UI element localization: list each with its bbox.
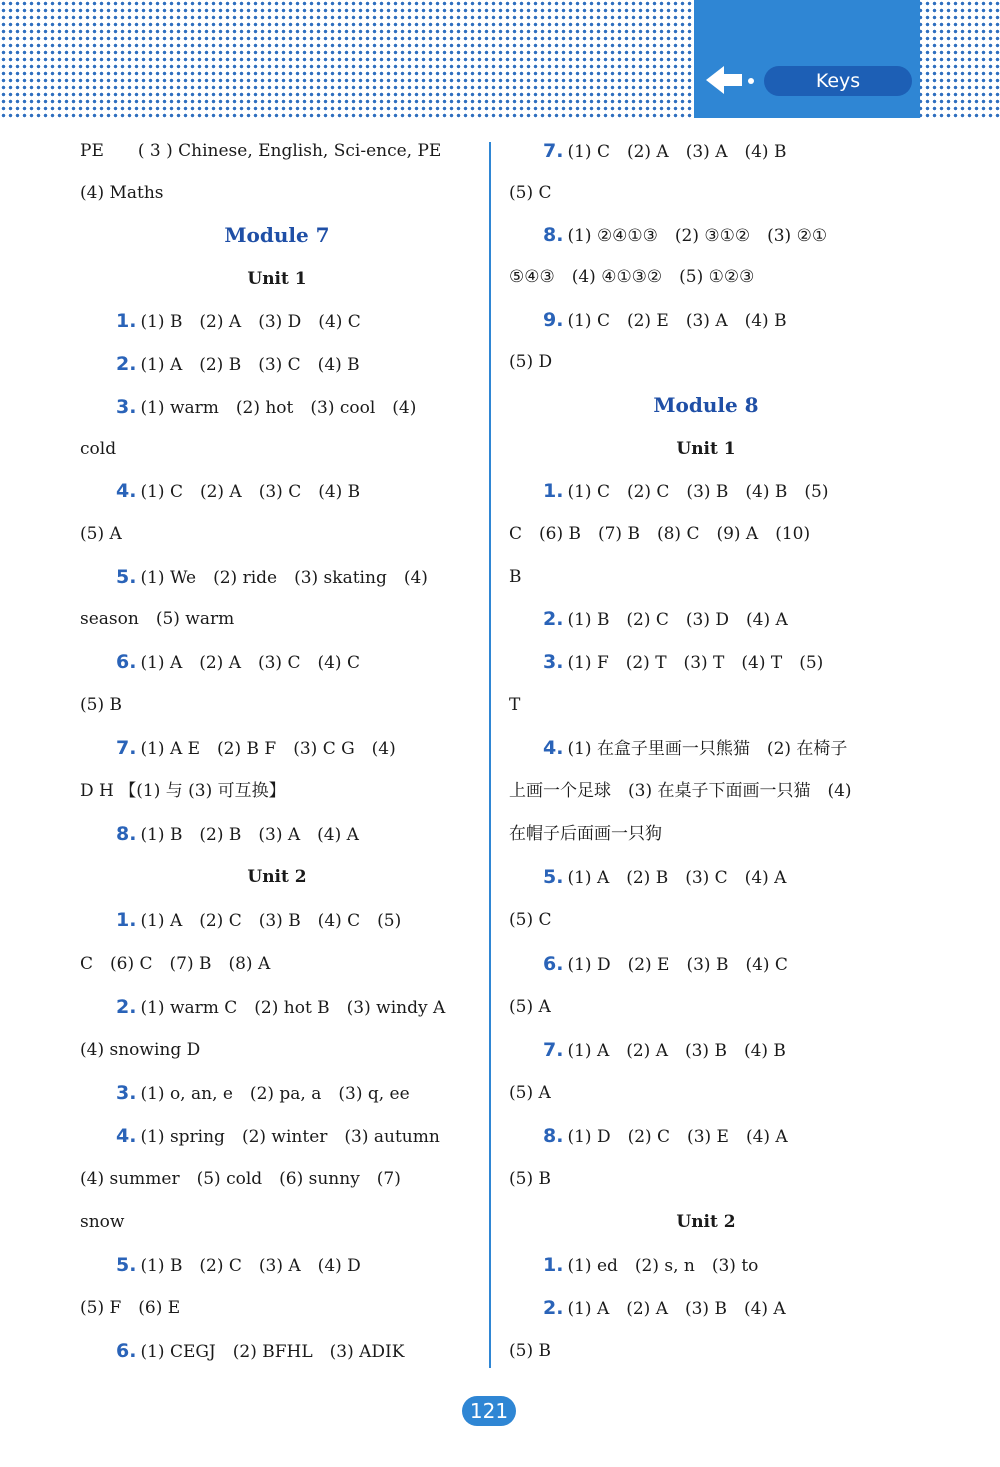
question-number: 5. <box>116 566 137 588</box>
answer-text: cold <box>80 439 117 459</box>
answer-line <box>543 599 788 639</box>
question-number: 8. <box>543 224 564 246</box>
question-number: 2. <box>543 1297 564 1319</box>
unit-heading: Unit 2 <box>676 1212 736 1232</box>
question-number: 6. <box>116 651 137 673</box>
arrow-left-icon <box>702 62 762 98</box>
module-heading: Module 7 <box>224 223 330 247</box>
answer-text: (1) A (2) B (3) C (4) A <box>567 868 787 888</box>
question-number: 6. <box>116 1340 137 1362</box>
answer-text: (1) C (2) C (3) B (4) B (5) <box>567 482 829 502</box>
answer-text: T <box>509 695 521 715</box>
answer-line <box>80 685 122 725</box>
answer-line <box>543 300 787 340</box>
answer-text: (1) ed (2) s, n (3) to <box>567 1256 759 1276</box>
answer-text: (5) B <box>80 695 122 715</box>
question-number: 4. <box>116 1125 137 1147</box>
answer-line <box>116 471 360 511</box>
answer-line <box>543 1288 786 1328</box>
answer-text: (1) B (2) C (3) A (4) D <box>140 1256 361 1276</box>
question-number: 7. <box>116 737 137 759</box>
question-number: 1. <box>116 909 137 931</box>
question-number: 2. <box>116 996 137 1018</box>
answer-line <box>116 728 396 768</box>
answer-line <box>116 387 416 427</box>
answer-line <box>116 900 401 940</box>
page-number: 121 <box>462 1396 516 1426</box>
heading-line <box>80 215 474 255</box>
answer-text: (4) Maths <box>80 183 164 203</box>
answer-text: 在帽子后面画一只狗 <box>509 824 662 844</box>
question-number: 5. <box>116 1254 137 1276</box>
answer-text: C (6) C (7) B (8) A <box>80 954 271 974</box>
answer-line <box>80 944 270 984</box>
answer-text: (1) spring (2) winter (3) autumn <box>140 1127 440 1147</box>
answer-line <box>543 857 786 897</box>
question-number: 7. <box>543 140 564 162</box>
answer-line <box>80 173 164 213</box>
answer-line <box>116 1245 361 1285</box>
header-panel <box>694 0 920 118</box>
answer-text: (1) A (2) C (3) B (4) C (5) <box>140 911 402 931</box>
heading-line <box>509 1202 903 1242</box>
answer-line <box>509 173 552 213</box>
answer-line <box>116 1116 440 1156</box>
answer-line <box>543 1116 788 1156</box>
answer-line <box>509 1159 551 1199</box>
answer-line <box>80 429 116 469</box>
heading-line <box>509 429 903 469</box>
answer-text: (5) B <box>509 1169 551 1189</box>
answer-line <box>509 685 520 725</box>
answer-line <box>116 1331 404 1371</box>
answer-text: D H 【(1) 与 (3) 可互换】 <box>80 781 286 801</box>
heading-line <box>80 857 474 897</box>
answer-line <box>116 301 361 341</box>
question-number: 7. <box>543 1039 564 1061</box>
answer-text: (1) ②④①③ (2) ③①② (3) ②① <box>567 226 828 246</box>
question-number: 8. <box>116 823 137 845</box>
answer-text: (5) F (6) E <box>80 1298 181 1318</box>
answer-line <box>116 987 445 1027</box>
answer-line <box>80 1030 200 1070</box>
unit-heading: Unit 2 <box>247 867 307 887</box>
heading-line <box>509 385 903 425</box>
answer-line <box>116 557 428 597</box>
question-number: 1. <box>116 310 137 332</box>
module-heading: Module 8 <box>653 393 759 417</box>
answer-text: C (6) B (7) B (8) C (9) A (10) <box>509 524 811 544</box>
unit-heading: Unit 1 <box>247 269 307 289</box>
answer-line <box>543 215 827 255</box>
question-number: 4. <box>116 480 137 502</box>
answer-text: (5) A <box>509 997 551 1017</box>
answer-text: (1) A (2) A (3) B (4) A <box>567 1299 786 1319</box>
answer-line <box>509 557 522 597</box>
answer-line <box>80 1202 124 1242</box>
answer-text: (1) warm (2) hot (3) cool (4) <box>140 398 417 418</box>
answer-text: (1) D (2) E (3) B (4) C <box>567 955 788 975</box>
answer-text: (1) C (2) A (3) C (4) B <box>140 482 361 502</box>
answer-text: (1) B (2) B (3) A (4) A <box>140 825 359 845</box>
answer-line <box>116 814 359 854</box>
answer-line <box>509 514 810 554</box>
answer-text: (1) warm C (2) hot B (3) windy A <box>140 998 446 1018</box>
answer-text: (1) A (2) B (3) C (4) B <box>140 355 360 375</box>
question-number: 5. <box>543 866 564 888</box>
answer-line <box>116 344 360 384</box>
answer-line <box>509 814 662 854</box>
answer-line <box>509 1331 551 1371</box>
unit-heading: Unit 1 <box>676 439 736 459</box>
answer-line <box>80 131 441 171</box>
answer-text: B <box>509 567 522 587</box>
answer-line <box>543 1245 758 1285</box>
question-number: 8. <box>543 1125 564 1147</box>
answer-text: (1) A (2) A (3) C (4) C <box>140 653 360 673</box>
answer-line <box>116 642 360 682</box>
answer-text: snow <box>80 1212 125 1232</box>
answer-line <box>80 599 234 639</box>
answer-text: 上画一个足球 (3) 在桌子下面画一只猫 (4) <box>509 781 852 801</box>
answer-text: (5) A <box>509 1083 551 1103</box>
answer-line <box>80 514 122 554</box>
answer-text: (1) D (2) C (3) E (4) A <box>567 1127 788 1147</box>
question-number: 1. <box>543 480 564 502</box>
answer-line <box>80 1288 180 1328</box>
question-number: 6. <box>543 953 564 975</box>
answer-line <box>80 1159 401 1199</box>
answer-text: (5) D <box>509 352 553 372</box>
answer-text: (1) B (2) A (3) D (4) C <box>140 312 361 332</box>
column-divider <box>489 142 491 1368</box>
answer-text: (1) C (2) E (3) A (4) B <box>567 311 787 331</box>
answer-line <box>543 1030 786 1070</box>
answer-line <box>543 728 847 768</box>
answer-line <box>543 131 786 171</box>
question-number: 3. <box>116 1082 137 1104</box>
answer-text: (1) B (2) C (3) D (4) A <box>567 610 788 630</box>
answer-line <box>543 642 823 682</box>
answer-line <box>543 944 788 984</box>
question-number: 3. <box>116 396 137 418</box>
answer-text: (5) C <box>509 183 552 203</box>
answer-line <box>509 257 754 297</box>
answer-text: (1) 在盒子里画一只熊猫 (2) 在椅子 <box>567 739 848 759</box>
question-number: 4. <box>543 737 564 759</box>
question-number: 2. <box>116 353 137 375</box>
answer-text: season (5) warm <box>80 609 235 629</box>
answer-line <box>509 771 852 811</box>
keys-label: Keys <box>764 66 912 96</box>
answer-line <box>509 987 551 1027</box>
answer-text: (4) snowing D <box>80 1040 201 1060</box>
answer-text: (1) o, an, e (2) pa, a (3) q, ee <box>140 1084 410 1104</box>
answer-line <box>116 1073 410 1113</box>
question-number: 1. <box>543 1254 564 1276</box>
answer-text: (5) C <box>509 910 552 930</box>
answer-text: (1) A (2) A (3) B (4) B <box>567 1041 786 1061</box>
answer-text: (1) We (2) ride (3) skating (4) <box>140 568 428 588</box>
answer-text: ⑤④③ (4) ④①③② (5) ①②③ <box>509 267 755 287</box>
answer-line <box>543 471 828 511</box>
answer-text: (4) summer (5) cold (6) sunny (7) <box>80 1169 401 1189</box>
question-number: 3. <box>543 651 564 673</box>
answer-line <box>80 771 286 811</box>
question-number: 2. <box>543 608 564 630</box>
answer-text: (1) F (2) T (3) T (4) T (5) <box>567 653 824 673</box>
answer-line <box>509 900 552 940</box>
heading-line <box>80 259 474 299</box>
answer-text: (5) A <box>80 524 122 544</box>
answer-line <box>509 342 552 382</box>
question-number: 9. <box>543 309 564 331</box>
answer-text: (1) CEGJ (2) BFHL (3) ADIK <box>140 1342 405 1362</box>
answer-text: (5) B <box>509 1341 551 1361</box>
answer-line <box>509 1073 551 1113</box>
answer-text: (1) A E (2) B F (3) C G (4) <box>140 739 396 759</box>
answer-text: (1) C (2) A (3) A (4) B <box>567 142 787 162</box>
answer-text: PE ( 3 ) Chinese, English, Sci-ence, PE <box>80 141 442 161</box>
